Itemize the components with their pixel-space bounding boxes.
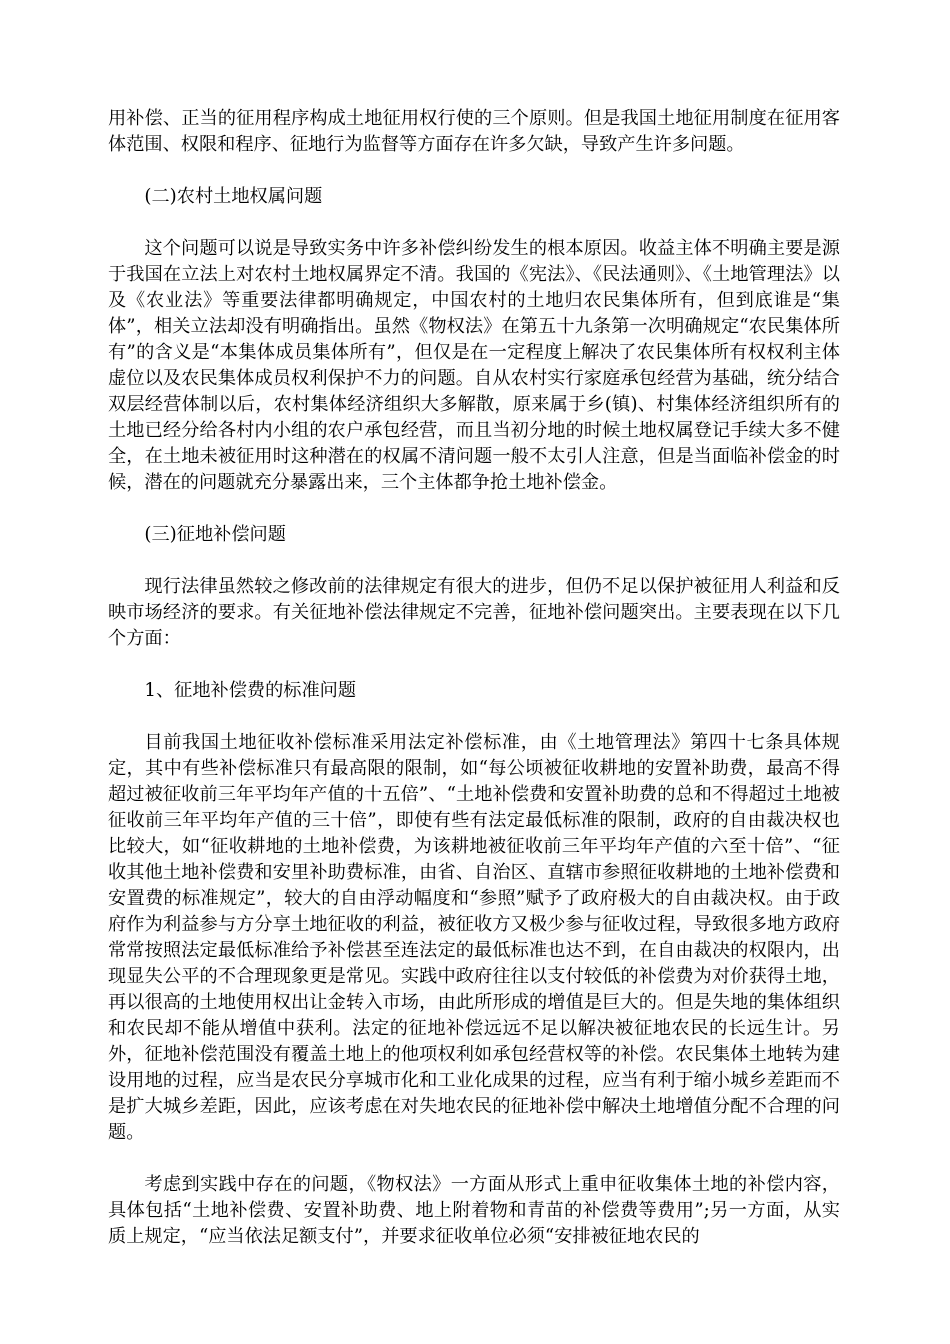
paragraph-compensation-intro: 现行法律虽然较之修改前的法律规定有很大的进步，但仍不足以保护被征用人利益和反映市场经济的要求。有关征地补偿法律规定不完善，征地补偿问题突出。主要表现在以下几个方面： bbox=[108, 576, 840, 649]
subsection-heading-standard: 1、征地补偿费的标准问题 bbox=[144, 680, 357, 701]
section-heading-compensation: (三)征地补偿问题 bbox=[144, 524, 286, 545]
paragraph-land-ownership: 这个问题可以说是导致实务中许多补偿纠纷发生的根本原因。收益主体不明确主要是源于我国在立法上对农村土地权属界定不清。我国的《宪法》、《民法通则》、《土地管理法》以及《农业法》等重要法律都明确规定，中国农村的土地归农民集体所有，但到底谁是“集体”，相关立法却没有明确指出。虽然《物权法》在第五十九条第一次明确规定“农民集体所有”的含义是“本集体成员集体所有”，但仅是在一定程度上解决了农民集体所有权权利主体虚位以及农民集体成员权利保护不力的问题。自从农村实行家庭承包经营为基础，统分结合双层经营体制以后，农村集体经济组织大多解散，原来属于乡(镇)、村集体经济组织所有的土地已经分给各村内小组的农户承包经营，而且当初分地的时候土地权属登记手续大多不健全，在土地未被征用时这种潜在的权属不清问题一般不太引人注意，但是当面临补偿金的时候，潜在的问题就充分暴露出来，三个主体都争抢土地补偿金。 bbox=[108, 238, 840, 493]
section-heading-land-ownership: (二)农村土地权属问题 bbox=[144, 186, 323, 207]
paragraph-continuation: 用补偿、正当的征用程序构成土地征用权行使的三个原则。但是我国土地征用制度在征用客体范围、权限和程序、征地行为监督等方面存在许多欠缺，导致产生许多问题。 bbox=[108, 108, 840, 155]
document-body bbox=[108, 106, 840, 1250]
paragraph-compensation-standard: 目前我国土地征收补偿标准采用法定补偿标准，由《土地管理法》第四十七条具体规定，其中有些补偿标准只有最高限的限制，如“每公顷被征收耕地的安置补助费，最高不得超过被征收前三年平均年产值的十五倍”、“土地补偿费和安置补助费的总和不得超过土地被征收前三年平均年产值的三十倍”，即使有些有法定最低标准的限制，政府的自由裁决权也比较大，如“征收耕地的土地补偿费，为该耕地被征收前三年平均年产值的六至十倍”、“征收其他土地补偿费和安里补助费标准，由省、自治区、直辖市参照征收耕地的土地补偿费和安置费的标准规定”，较大的自由浮动幅度和“参照”赋予了政府极大的自由裁决权。由于政府作为利益参与方分享土地征收的利益，被征收方又极少参与征收过程，导致很多地方政府常常按照法定最低标准给予补偿甚至连法定的最低标准也达不到，在自由裁决的权限内，出现显失公平的不合理现象更是常见。实践中政府往往以支付较低的补偿费为对价获得土地，再以很高的土地使用权出让金转入市场，由此所形成的增值是巨大的。但是失地的集体组织和农民却不能从增值中获利。法定的征地补偿远远不足以解决被征地农民的长远生计。另外，征地补偿范围没有覆盖土地上的他项权利如承包经营权等的补偿。农民集体土地转为建设用地的过程，应当是农民分享城市化和工业化成果的过程，应当有利于缩小城乡差距而不是扩大城乡差距，因此，应该考虑在对失地农民的征地补偿中解决土地增值分配不合理的问题。 bbox=[108, 732, 840, 1143]
paragraph-property-law: 考虑到实践中存在的问题，《物权法》一方面从形式上重申征收集体土地的补偿内容，具体包括“土地补偿费、安置补助费、地上附着物和青苗的补偿费等费用”;另一方面，从实质上规定，“应当依法足额支付”，并要求征收单位必须“安排被征地农民的 bbox=[108, 1174, 840, 1247]
